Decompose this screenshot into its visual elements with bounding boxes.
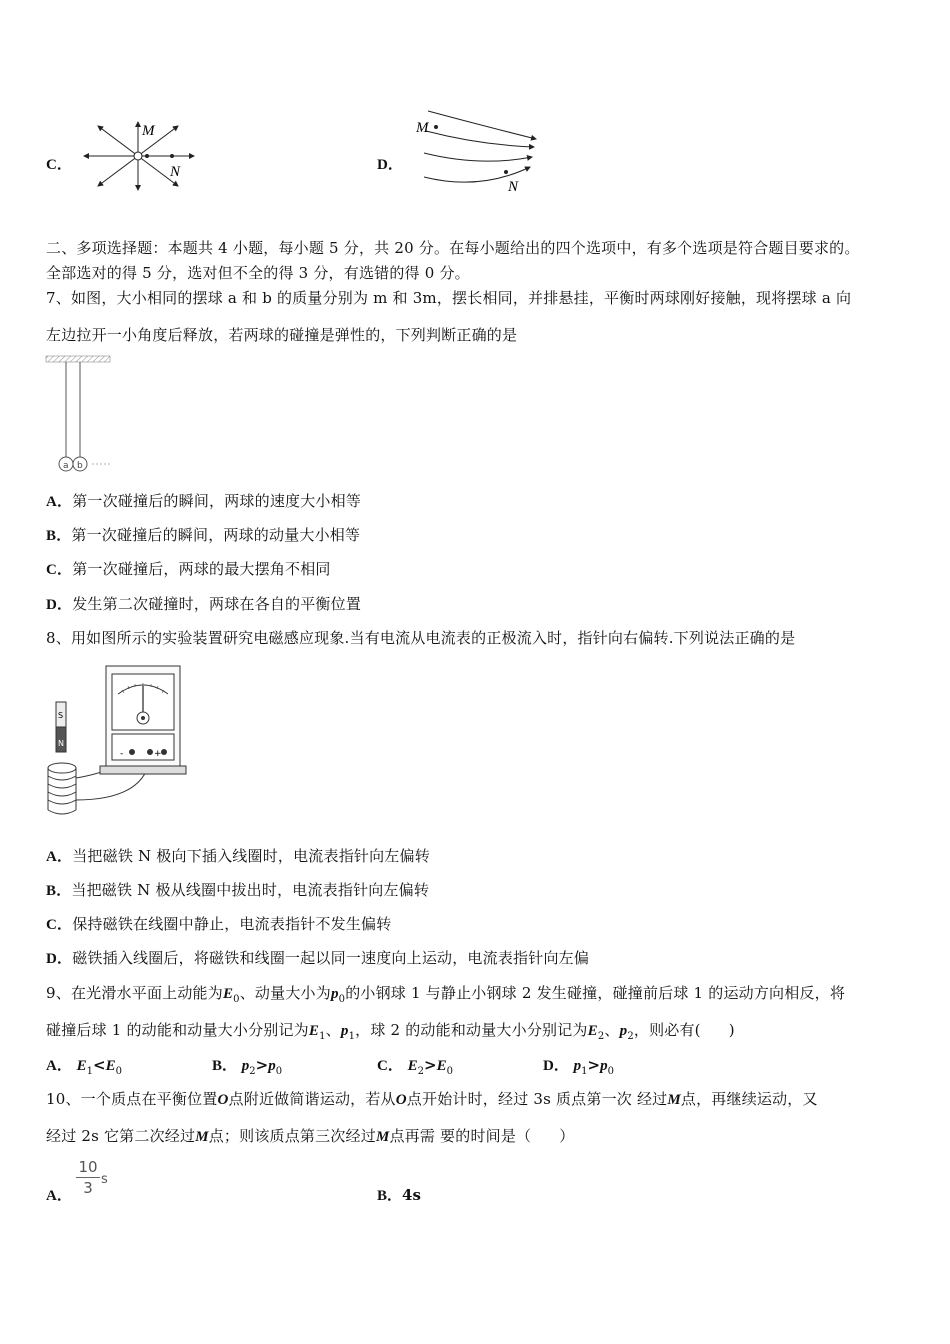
fig-d-m-label: M <box>416 120 429 136</box>
q10-text-line1: 10、一个质点在平衡位置O点附近做简谐运动，若从O点开始计时，经过 3s 质点第一次 经过M点，再继续运动，又 <box>46 1090 818 1108</box>
q8-option-b: B．当把磁铁 N 极从线圈中拔出时，电流表指针向左偏转 <box>46 881 430 899</box>
fig-c-m-label: M <box>142 123 155 139</box>
q8-option-a: A．当把磁铁 N 极向下插入线圈时，电流表指针向左偏转 <box>46 847 430 865</box>
galvanometer-apparatus-figure <box>42 660 187 822</box>
magnet-n-label: N <box>58 739 64 748</box>
q9-option-c: C． $E_2>E_0$ <box>377 1056 453 1077</box>
q7-text-line1: 7、如图，大小相同的摆球 a 和 b 的质量分别为 m 和 3m，摆长相同，并排悬挂，平衡时两球刚好接触，现将摆球 a 向 <box>46 289 852 307</box>
q10-option-a-fraction <box>75 1158 101 1197</box>
q9-text-line2: 碰撞后球 1 的动能和动量大小分别记为$E_1$、$p_1$，球 2 的动能和动量大小分别记为$E_2$、$p_2$，则必有( ) <box>46 1021 735 1042</box>
q10-option-b: B．4s <box>377 1186 421 1204</box>
field-diagram-d <box>410 105 545 197</box>
q9-option-a: A． $E_1<E_0$ <box>46 1056 122 1077</box>
q8-option-d: D．磁铁插入线圈后，将磁铁和线圈一起以同一速度向上运动，电流表指针向左偏 <box>46 949 590 967</box>
option-d-label: D． <box>377 157 403 173</box>
q7-option-b: B．第一次碰撞后的瞬间，两球的动量大小相等 <box>46 526 361 544</box>
q8-option-c: C．保持磁铁在线圈中静止，电流表指针不发生偏转 <box>46 915 392 933</box>
fraction-denominator: 3 <box>83 1179 93 1197</box>
q9-option-b: B． $p_2>p_0$ <box>212 1056 283 1077</box>
section2-header-line2: 全部选对的得 5 分，选对但不全的得 3 分，有选错的得 0 分。 <box>46 264 470 282</box>
pendulum-a-label: a <box>63 461 69 471</box>
q10-option-a-unit: s <box>101 1172 108 1187</box>
q9-text-line1: 9、在光滑水平面上动能为$E_0$、动量大小为$p_0$的小钢球 1 与静止小钢球 2 发生碰撞，碰撞前后球 1 的运动方向相反，将 <box>46 984 846 1005</box>
q10-option-a-letter: A． <box>46 1188 72 1204</box>
fig-d-n-label: N <box>508 179 519 195</box>
q7-option-c: C．第一次碰撞后，两球的最大摆角不相同 <box>46 560 331 578</box>
q10-text-line2: 经过 2s 它第二次经过M点；则该质点第三次经过M点再需 要的时间是（ ） <box>46 1127 575 1145</box>
magnet-s-label: S <box>58 711 64 720</box>
option-c-label: C． <box>46 157 72 173</box>
fraction-numerator: 10 <box>78 1158 98 1176</box>
q9-option-d: D． $p_1>p_0$ <box>543 1056 614 1077</box>
fig-c-n-label: N <box>170 164 181 180</box>
galvanometer-minus-label: - <box>120 749 124 759</box>
q7-option-a: A．第一次碰撞后的瞬间，两球的速度大小相等 <box>46 492 362 510</box>
pendulum-figure <box>44 354 116 476</box>
q7-text-line2: 左边拉开一小角度后释放，若两球的碰撞是弹性的，下列判断正确的是 <box>46 326 518 344</box>
field-diagram-c <box>76 118 206 192</box>
galvanometer-plus-label: + <box>154 749 162 759</box>
pendulum-b-label: b <box>77 461 83 471</box>
q7-option-d: D．发生第二次碰撞时，两球在各自的平衡位置 <box>46 595 362 613</box>
section2-header-line1: 二、多项选择题：本题共 4 小题，每小题 5 分，共 20 分。在每小题给出的四个选项中，有多个选项是符合题目要求的。 <box>46 239 860 257</box>
q8-text-line1: 8、用如图所示的实验装置研究电磁感应现象.当有电流从电流表的正极流入时，指针向右偏转.下列说法正确的是 <box>46 629 796 647</box>
